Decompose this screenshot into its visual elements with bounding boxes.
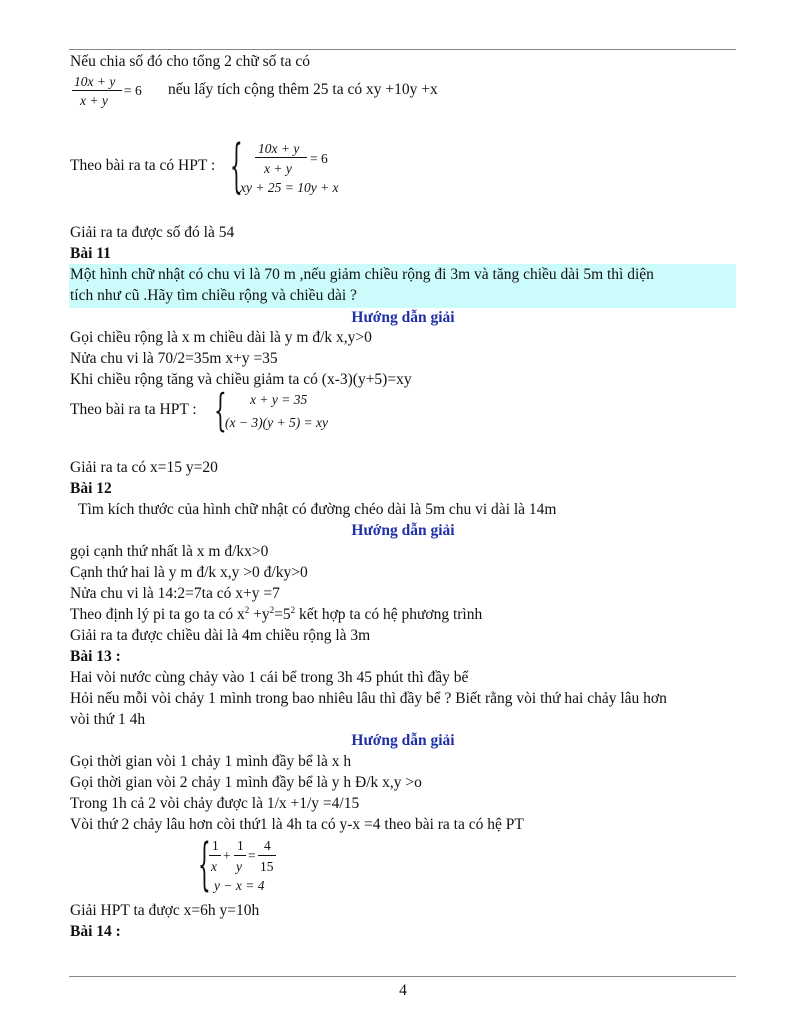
solution-heading: Hướng dẫn giải: [351, 522, 455, 539]
text-line: Gọi thời gian vòi 1 chảy 1 mình đầy bể là x h: [70, 753, 352, 770]
superscript: 2: [290, 604, 296, 615]
text-line: Trong 1h cả 2 vòi chảy được là 1/x +1/y =4/15: [70, 795, 360, 812]
fraction-denominator: x: [211, 859, 217, 874]
question-line: Một hình chữ nhật có chu vi là 70 m ,nếu giảm chiều rộng đi 3m và tăng chiều dài 5m thì diện: [70, 266, 654, 283]
text-line: gọi cạnh thứ nhất là x m đ/kx>0: [70, 543, 269, 560]
text-line: Nửa chu vi là 14:2=7ta có x+y =7: [70, 585, 280, 602]
equation-line: y − x = 4: [214, 878, 265, 893]
question-line: Tìm kích thước của hình chữ nhật có đường chéo dài là 5m chu vi dài là 14m: [78, 501, 557, 518]
fraction-numerator: 1: [237, 838, 244, 853]
text-line-pythagoras: [70, 606, 482, 624]
equation-line: (x − 3)(y + 5) = xy: [225, 415, 329, 430]
text-line: Giải HPT ta được x=6h y=10h: [70, 902, 260, 919]
operator: =: [248, 848, 256, 863]
text-line: Cạnh thứ hai là y m đ/k x,y >0 đ/ky>0: [70, 564, 308, 581]
text-segment: Theo định lý pi ta go ta có x: [70, 606, 245, 623]
text-line: Nửa chu vi là 70/2=35m x+y =35: [70, 350, 278, 367]
brace-symbol: {: [214, 383, 227, 437]
fraction-rhs: = 6: [310, 151, 328, 166]
exercise-title: Bài 13 :: [70, 648, 121, 665]
fraction-numerator: 4: [264, 838, 271, 853]
brace-symbol: {: [230, 130, 243, 200]
question-line: tích như cũ .Hãy tìm chiều rộng và chiều dài ?: [70, 287, 357, 304]
fraction-bar: [209, 855, 221, 856]
equation-line: xy + 25 = 10y + x: [240, 180, 339, 195]
fraction-numerator: 10x + y: [74, 74, 116, 89]
fraction-bar: [234, 855, 246, 856]
text-segment: =5: [274, 606, 291, 623]
question-highlight: [69, 264, 736, 308]
question-line: vòi thứ 1 4h: [70, 711, 146, 728]
fraction-denominator: y: [236, 859, 242, 874]
text-line: Theo bài ra ta có HPT :: [70, 157, 216, 174]
fraction-denominator: x + y: [80, 93, 108, 108]
fraction-numerator: 1: [212, 838, 219, 853]
fraction-bar: [255, 157, 307, 158]
exercise-title: Bài 14 :: [70, 923, 121, 940]
text-line: Nếu chia số đó cho tổng 2 chữ số ta có: [70, 53, 310, 70]
text-line: nếu lấy tích cộng thêm 25 ta có xy +10y +x: [168, 81, 438, 98]
brace-symbol: {: [198, 830, 211, 898]
text-line: Gọi chiều rộng là x m chiều dài là y m đ/k x,y>0: [70, 329, 372, 346]
header-rule: [69, 49, 736, 50]
fraction-numerator: 10x + y: [258, 141, 300, 156]
text-line: Gọi thời gian vòi 2 chảy 1 mình đầy bể là y h Đ/k x,y >o: [70, 774, 422, 791]
exercise-title: Bài 12: [70, 480, 112, 497]
text-segment: +y: [253, 606, 270, 623]
text-line: Giải ra ta được số đó là 54: [70, 224, 235, 241]
solution-heading: Hướng dẫn giải: [351, 732, 455, 749]
fraction-denominator: 15: [260, 859, 274, 874]
fraction-bar: [72, 90, 122, 91]
footer-rule: [69, 976, 736, 977]
superscript: 2: [269, 604, 275, 615]
text-segment: kết hợp ta có hệ phương trình: [299, 606, 483, 623]
equation-line: x + y = 35: [250, 392, 308, 407]
text-line: Khi chiều rộng tăng và chiều giảm ta có (x-3)(y+5)=xy: [70, 371, 412, 388]
text-line: Vòi thứ 2 chảy lâu hơn còi thứ1 là 4h ta có y-x =4 theo bài ra ta có hệ PT: [70, 816, 524, 833]
text-line: Giải ra ta được chiều dài là 4m chiều rộng là 3m: [70, 627, 371, 644]
solution-heading: Hướng dẫn giải: [351, 309, 455, 326]
superscript: 2: [244, 604, 250, 615]
fraction-rhs: = 6: [124, 83, 142, 98]
question-line: Hai vòi nước cùng chảy vào 1 cái bể trong 3h 45 phút thì đầy bể: [70, 669, 469, 686]
fraction-denominator: x + y: [264, 161, 292, 176]
page-number: 4: [399, 982, 407, 999]
fraction-bar: [258, 855, 276, 856]
operator: +: [223, 848, 231, 863]
text-line: Theo bài ra ta HPT :: [70, 401, 197, 418]
question-line: Hỏi nếu mỗi vòi chảy 1 mình trong bao nhiêu lâu thì đầy bể ? Biết rằng vòi thứ hai chảy lâu hơn: [70, 690, 667, 707]
exercise-title: Bài 11: [70, 245, 111, 262]
text-line: Giải ra ta có x=15 y=20: [70, 459, 218, 476]
